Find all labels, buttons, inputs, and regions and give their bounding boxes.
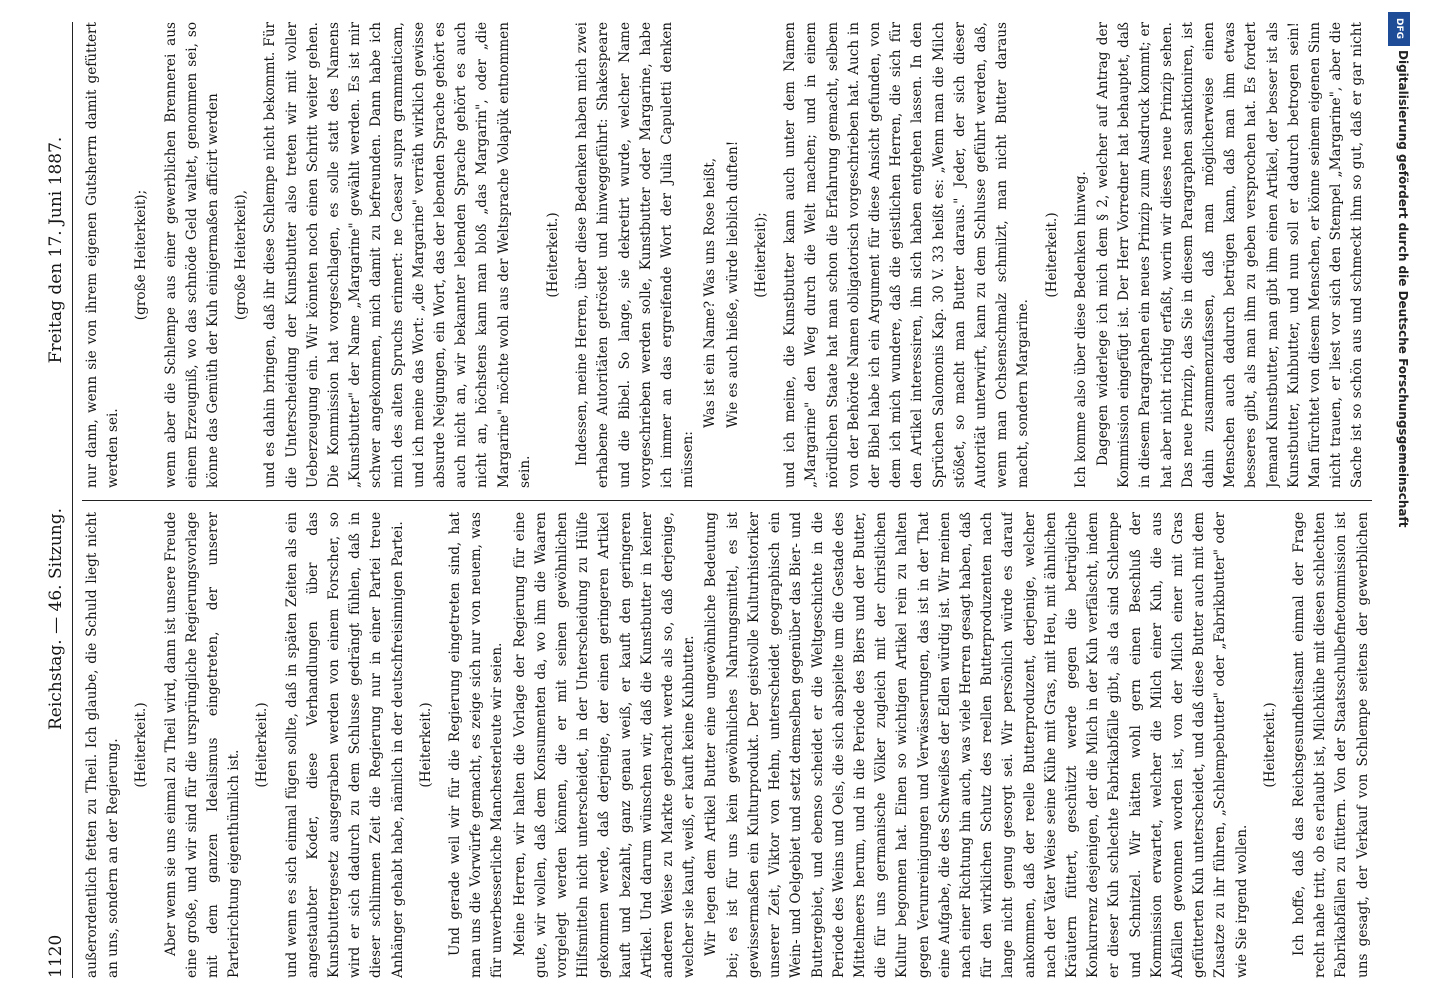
session-title: Reichstag. — 46. Sitzung.	[46, 508, 66, 731]
paragraph: und ich meine, die Kunstbutter kann auch unter dem Namen „Margarine" den Weg durch die Welt machen; und in einem nördlichen Staate hat man schon die Erfahrung gemacht, selbem von der Behörde Namen obligatorisch vorgeschrieben hat. Auch in der Bibel habe ich ein Argument für diese Ansicht gefunden, von dem ich mich wundere, daß die geistlichen Herren, die sich für den Artikel interessiren, ihn sich haben entgehen lassen. In den Sprüchen Salomonis Kap. 30 V. 33 heißt es: „Wenn man die Milch stößet, so macht man Butter daraus." Jeder, der sich dieser Autorität unterwirft, kann zu dem Schlusse geführt werden, daß, wenn man Ochsenschmalz schmilzt, man nicht Butter daraus macht, sondern Margarine.	[782, 22, 1032, 488]
verse-line: Was ist ein Name? Was uns Rose heißt,	[702, 157, 719, 428]
remark-laughter: (große Heiterkeit);	[133, 189, 150, 321]
paragraph: außerordentlich fetten zu Theil. Ich glaube, die Schuld liegt nicht an uns, sondern an der Regierung.	[84, 512, 122, 978]
page-header	[42, 22, 73, 978]
paragraph: Ich hoffe, daß das Reichsgesundheitsamt einmal der Frage recht nahe tritt, ob es erlaubt ist, Milchkühe mit diesen schlechten Fabrikabfällen zu füttern. Von der Staatsschulbefnetommission ist uns gesagt, der Verkauf von Schlempe seitens der gewerblichen	[1290, 512, 1371, 978]
dfg-logo: DFG	[1388, 12, 1410, 46]
paragraph: Wir legen dem Artikel Butter eine ungewöhnliche Bedeutung bei; es ist für uns kein gewöhnliches Nahrungsmittel, es ist gewissermaßen ein Kulturprodukt. Der geistvolle Kulturhistoriker unserer Zeit, Viktor von Hehn, unterscheidet geographisch ein Wein- und Oelgebiet und setzt demselben gegenüber das Bier- und Buttergebiet, und ebenso scheidet er die Weltgeschichte in die Periode des Weins und Oels, die sich abspielte um die Gestade des Mittelmeers herum, und in die Periode des Biers und der Butter, die für uns germanische Völker zugleich mit der christlichen Kultur begonnen hat. Einen so wichtigen Artikel rein zu halten gegen Verunreinigungen und Verwässerungen, das ist in der That eine Aufgabe, die des Schweißes der Edlen würdig ist. Wir meinen nach einer Richtung hin auch, was viele Herren gesagt haben, daß für den wirklichen Schutz des reellen Butterproduzenten nach lange nicht genug gesorgt sei. Wir persönlich würde es darauf ankommen, daß der reelle Butterproduzent, derjenige, welcher nach der Väter Weise seine Kühe mit Gras, mit Heu, mit ähnlichen Kräutern füttert, geschützt werde gegen die betrügliche Konkurrenz desjenigen, der die Milch in der Kuh verfälscht, indem er dieser Kuh schlechte Fabrikabfälle gibt, als da sind Schlempe und Schnitzel. Wir hätten wohl gern einen Beschluß der Kommission erwartet, welcher die Milch einer Kuh, die aus Abfällen gewonnen worden ist, von der Milch einer mit Gras gefütterten Kuh unterscheidet, und daß diese Butter auch mit dem Zusatze zu ihr führen, „Schlempebutter" oder „Fabrikbutter" oder wie Sie irgend wollen.	[703, 512, 1250, 978]
remark-laughter: (große Heiterkeit),	[233, 189, 250, 321]
remark-laughter: (Heiterkeit.)	[1043, 212, 1060, 298]
text-columns	[82, 22, 1372, 978]
paragraph: Indessen, meine Herren, über diese Bedenken haben mich zwei erhabene Autoritäten getröstet und hinweggeführt: Shakespeare und die Bibel. So lange, sie dekretirt wurde, welcher Name vorgeschrieben werden solle, Kunstbutter oder Margarine, habe ich immer an das ergreifende Wort der Julia Capuletti denken müssen:	[574, 22, 697, 488]
remark-laughter: (Heiterkeit.)	[545, 212, 562, 298]
header-date: Freitag den 17. Juni 1887.	[46, 136, 66, 364]
paragraph: Dagegen widerlege ich mich dem § 2, welcher auf Antrag der Kommission eingefügt ist. Der Herr Vorredner hat behauptet, daß in diesem Paragraphen ein neues Prinzip zum Ausdruck kommt; er hat aber nicht richtig erfaßt, worin wir dieses neue Prinzip sehen. Das neue Prinzip, das Sie in diesem Paragraphen sanktioniren, ist dahin zusammenzufassen, daß man möglicherweise einen Menschen auch dadurch betrügen kann, daß man ihm etwas besseres gibt, als man ihm zu geben versprochen hat. Es fordert Jemand Kunstbutter, man gibt ihm einen Artikel, der besser ist als Kunstbutter, Kuhbutter, und nun soll er dadurch betrogen sein! Man fürchtet von diesem Menschen, er könne seinem eigenen Sinn nicht trauen, er liest vor sich den Stempel „Margarine", aber die Sache ist so schön aus und schmeckt ihm so gut, daß er gar nicht	[1094, 22, 1366, 488]
newspaper-page	[38, 10, 1378, 990]
remark-laughter: (Heiterkeit.)	[133, 702, 150, 788]
paragraph: nur dann, wenn sie von ihrem eigenen Gutsherrn damit gefüttert werden sei.	[84, 22, 122, 488]
page-number: 1120	[46, 934, 66, 978]
paragraph: Aber wenn sie uns einmal zu Theil wird, dann ist unsere Freude eine große, und wir sind für die ursprüngliche Regierungsvorlage mit dem ganzen Idealismus eingetreten, der unserer Parteirichtung eigenthümlich ist.	[162, 512, 243, 978]
credit-text: Digitalisierung gefördert durch die Deutsche Forschungsgemeinschaft	[1396, 50, 1410, 528]
paragraph: wenn aber die Schlempe aus einer gewerblichen Brennerei aus einem Erzeugniß, wo das schnöde Geld waltet, genommen sei, so könne das Gemüth der Kuh einigermaßen afficirt werden	[162, 22, 222, 488]
paragraph: Und gerade weil wir für die Regierung eingetreten sind, hat man uns die Vorwürfe gemacht, es zeige sich nur von neuem, was für unverbesserliche Manchesterleute wir seien.	[447, 512, 506, 978]
left-column	[82, 512, 1372, 978]
remark-laughter: (Heiterkeit.)	[1261, 702, 1278, 788]
column-divider	[82, 500, 1372, 501]
remark-laughter: (Heiterkeit.)	[254, 702, 271, 788]
paragraph: Meine Herren, wir halten die Vorlage der Regierung für eine gute, wir wollen, daß dem Konsumenten da, wo ihm die Waaren vorgelegt werden können, die er mit seinen gewöhnlichen Hilfsmitteln nicht unterscheidet, in der Unterscheidung zu Hülfe gekommen werde, daß derjenige, der einen geringeren Artikel kauft und bezahlt, ganz genau weiß, er kauft den geringeren Artikel. Und darum wünschen wir, daß die Kunstbutter in keiner anderen Weise zu Markte gebracht werde als so, daß derjenige, welcher sie kauft, weiß, er kauft keine Kuhbutter.	[511, 512, 698, 978]
paragraph: Ich komme also über diese Bedenken hinweg.	[1072, 171, 1089, 488]
paragraph: und es dahin bringen, daß ihr diese Schlempe nicht bekommt. Für die Unterscheidung der Kunstbutter also treten wir mit voller Ueberzeugung ein. Wir könnten noch einen Schritt weiter gehen. Die Kommission hat vorgeschlagen, es solle statt des Namens „Kunstbutter" der Name „Margarine" gewählt werden. Es ist mir schwer angekommen, mich damit zu befreunden. Dann habe ich mich des alten Spruchs erinnert: ne Caesar supra grammaticam, und ich meine das Wort: „die Margarine" verräth wirklich gewisse absurde Neigungen, ein Wort, das der lebenden Sprache gehört es auch nicht an, wir bekannter lebenden Sprache gehört es auch nicht an, höchstens kann man bloß „das Margarin", oder „die Margarine" möchte wohl aus der Weltsprache Volapük entnommen sein.	[262, 22, 533, 488]
paragraph: und wenn es sich einmal fügen sollte, daß in späten Zeiten als ein angestaubter Koder, diese Verhandlungen über das Kunstbuttergesetz ausgegraben werden von einem Forscher, so wird er sich dadurch zu dem Schlusse gedrängt fühlen, daß in dieser schlimmen Zeit die Regierung nur in einer Partei treue Anhänger gehabt habe, nämlich in der deutschfreisinnigen Partei.	[283, 512, 406, 978]
digitization-credit	[1384, 6, 1416, 994]
remark-laughter: (Heiterkeit.)	[417, 702, 434, 788]
verse-line: Wie es auch hieße, würde lieblich duften!	[724, 140, 741, 428]
right-column	[82, 22, 1372, 488]
remark-laughter: (Heiterkeit);	[752, 212, 769, 298]
